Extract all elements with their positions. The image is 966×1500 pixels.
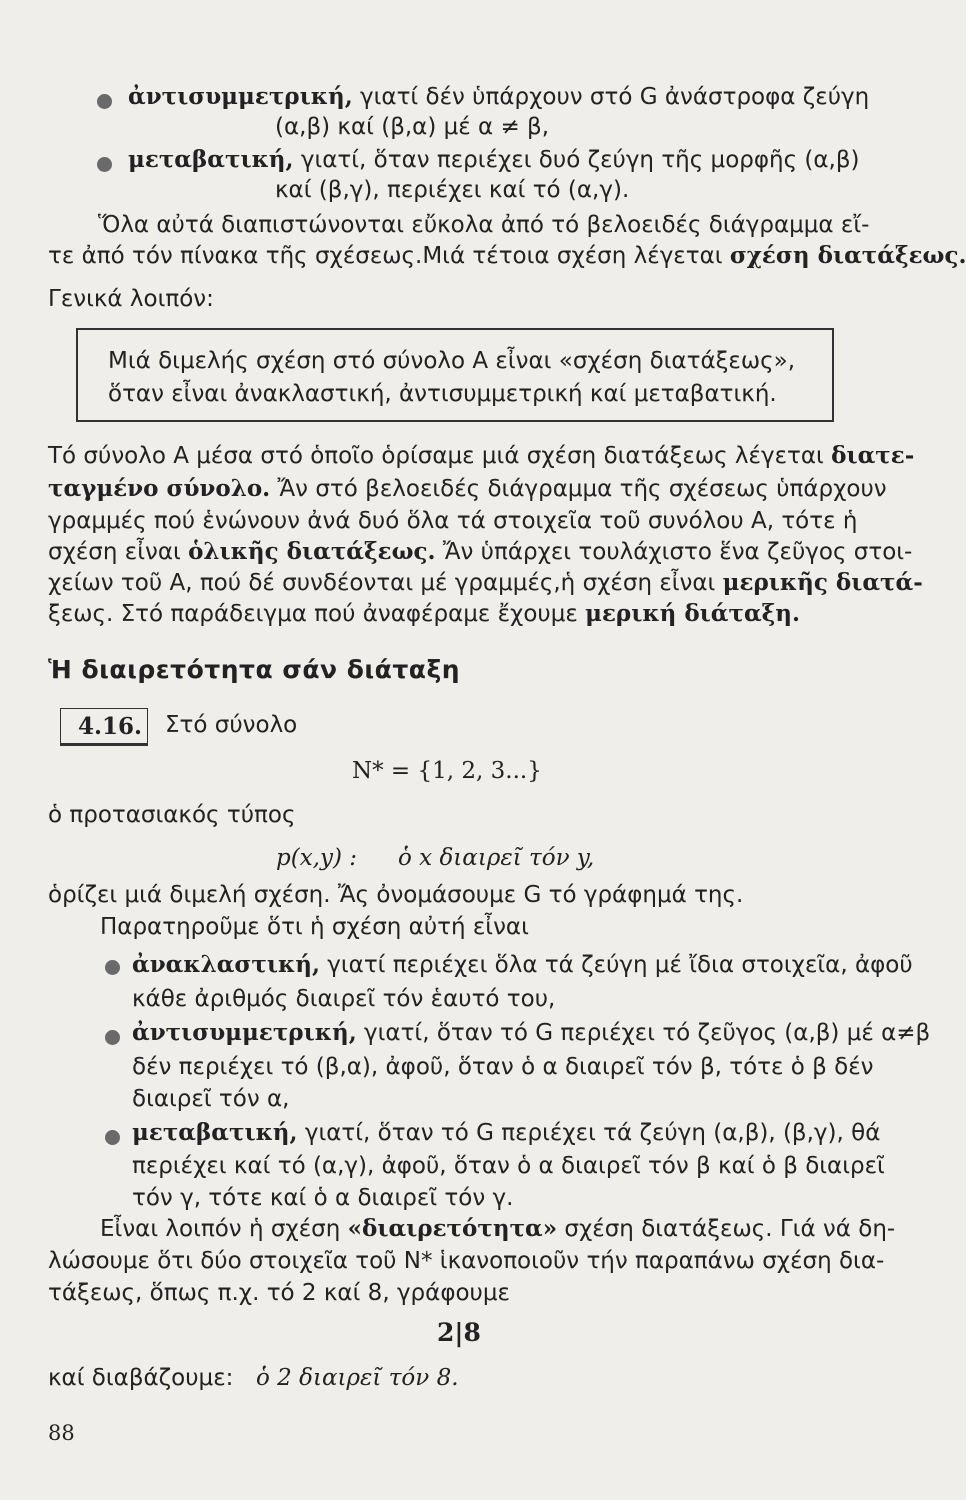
text-line: καί (β,γ), περιέχει καί τό (α,γ). bbox=[275, 177, 630, 203]
bold-term: ἀνακλαστική, bbox=[132, 951, 320, 978]
formula-line: ὁ 2 διαιρεῖ τόν 8. bbox=[256, 1365, 459, 1391]
text-run: γιατί δέν ὑπάρχουν στό G ἀνάστροφα ζεύγη bbox=[352, 84, 870, 110]
bold-term: ἀντισυμμετρική, bbox=[128, 83, 353, 110]
text-line: Παρατηροῦμε ὅτι ἡ σχέση αὐτή εἶναι bbox=[100, 914, 529, 940]
text-line: Στό σύνολο bbox=[165, 712, 298, 738]
text-run: γιατί περιέχει ὅλα τά ζεύγη μέ ἴδια στοιχεῖα, ἀφοῦ bbox=[319, 952, 913, 978]
text-line: κάθε ἀριθμός διαιρεῖ τόν ἑαυτό του, bbox=[132, 986, 556, 1012]
section-heading: Ἡ διαιρετότητα σάν διάταξη bbox=[48, 655, 461, 684]
definition-line: ὅταν εἶναι ἀνακλαστική, ἀντισυμμετρική καί μεταβατική. bbox=[108, 381, 777, 407]
text-run: γιατί, ὅταν τό G περιέχει τό ζεῦγος (α,β) μέ α≠β bbox=[356, 1020, 931, 1046]
bold-term: διατε- bbox=[831, 442, 915, 469]
text-line bbox=[48, 537, 912, 567]
bullet-icon bbox=[105, 1130, 120, 1145]
text-run: Ἄν στό βελοειδές διάγραμμα τῆς σχέσεως ὑπάρχουν bbox=[270, 476, 887, 502]
text-run: Ἄν ὑπάρχει τουλάχιστο ἕνα ζεῦγος στοι- bbox=[435, 539, 913, 565]
set-formula: N* = {1, 2, 3...} bbox=[352, 758, 542, 784]
bold-term: μερική διάταξη. bbox=[585, 600, 801, 627]
bold-term: σχέση διατάξεως. bbox=[729, 242, 966, 269]
page-number: 88 bbox=[48, 1421, 75, 1445]
text-run: Εἶναι λοιπόν ἡ σχέση bbox=[100, 1216, 348, 1242]
text-run: σχέση εἶναι bbox=[48, 539, 189, 565]
bullet-icon bbox=[105, 1030, 120, 1045]
text-run: χείων τοῦ Α, πού δέ συνδέονται μέ γραμμές,ἡ σχέση εἶναι bbox=[48, 570, 723, 596]
bold-term: ὁλικῆς διατάξεως. bbox=[188, 538, 436, 565]
text-run: ξεως. bbox=[48, 601, 114, 627]
bullet-icon bbox=[97, 94, 112, 109]
bold-term: «διαιρετότητα» bbox=[347, 1215, 558, 1242]
text-line bbox=[48, 568, 923, 598]
bold-term: μερικῆς διατά- bbox=[722, 569, 923, 596]
formula-line: ὁ x διαιρεῖ τόν y, bbox=[398, 845, 595, 871]
text-line bbox=[48, 474, 887, 504]
formula-line: p(x,y) : bbox=[276, 845, 358, 871]
text-line: Γενικά λοιπόν: bbox=[48, 286, 214, 312]
bullet-icon bbox=[105, 960, 120, 975]
text-line: περιέχει καί τό (α,γ), ἀφοῦ, ὅταν ὁ α διαιρεῖ τόν β καί ὁ β διαιρεῖ bbox=[132, 1153, 885, 1179]
text-run: τε ἀπό τόν πίνακα τῆς σχέσεως.Μιά τέτοια σχέση λέγεται bbox=[48, 243, 730, 269]
text-line bbox=[100, 1214, 895, 1244]
text-line: δέν περιέχει τό (β,α), ἀφοῦ, ὅταν ὁ α διαιρεῖ τόν β, τότε ὁ β δέν bbox=[132, 1054, 874, 1080]
text-line bbox=[48, 441, 914, 471]
bold-term: ταγμένο σύνολο. bbox=[48, 475, 271, 502]
bold-term: μεταβατική, bbox=[132, 1119, 298, 1146]
text-line bbox=[48, 599, 800, 629]
text-run: σχέση διατάξεως. Γιά νά δη- bbox=[557, 1216, 896, 1242]
divides-formula: 2|8 bbox=[437, 1318, 481, 1347]
text-line: τόν γ, τότε καί ὁ α διαιρεῖ τόν γ. bbox=[132, 1185, 514, 1211]
text-line bbox=[128, 82, 869, 112]
text-run: γιατί, ὅταν περιέχει δυό ζεύγη τῆς μορφῆς (α,β) bbox=[293, 147, 860, 173]
text-line bbox=[132, 1118, 880, 1148]
text-line: ὁ προτασιακός τύπος bbox=[48, 802, 296, 828]
bold-term: μεταβατική, bbox=[128, 146, 294, 173]
text-run: Τό σύνολο Α μέσα στό ὁποῖο ὁρίσαμε μιά σχέση διατάξεως λέγεται bbox=[48, 443, 832, 469]
text-line: γραμμές πού ἑνώνουν ἀνά δυό ὅλα τά στοιχεῖα τοῦ συνόλου Α, τότε ἡ bbox=[48, 508, 858, 534]
text-line: καί διαβάζουμε: bbox=[48, 1365, 234, 1391]
text-line: λώσουμε ὅτι δύο στοιχεῖα τοῦ N* ἱκανοποιοῦν τήν παραπάνω σχέση δια- bbox=[48, 1248, 885, 1274]
text-line bbox=[48, 241, 966, 271]
text-line: τάξεως, ὅπως π.χ. τό 2 καί 8, γράφουμε bbox=[48, 1280, 510, 1306]
text-line: (α,β) καί (β,α) μέ α ≠ β, bbox=[275, 114, 550, 140]
text-line: Ὅλα αὐτά διαπιστώνονται εὔκολα ἀπό τό βελοειδές διάγραμμα εἴ- bbox=[98, 212, 870, 238]
text-line bbox=[132, 950, 913, 980]
text-line: ὁρίζει μιά διμελή σχέση. Ἄς ὀνομάσουμε G τό γράφημά της. bbox=[48, 882, 744, 908]
text-line: διαιρεῖ τόν α, bbox=[132, 1086, 290, 1112]
text-line bbox=[128, 145, 860, 175]
exercise-number: 4.16. bbox=[78, 713, 143, 740]
text-line bbox=[132, 1018, 930, 1048]
text-run: γιατί, ὅταν τό G περιέχει τά ζεύγη (α,β), (β,γ), θά bbox=[297, 1120, 881, 1146]
text-run: Στό παράδειγμα πού ἀναφέραμε ἔχουμε bbox=[113, 601, 586, 627]
bullet-icon bbox=[97, 157, 112, 172]
definition-line: Μιά διμελής σχέση στό σύνολο Α εἶναι «σχέση διατάξεως», bbox=[108, 348, 796, 374]
bold-term: ἀντισυμμετρική, bbox=[132, 1019, 357, 1046]
